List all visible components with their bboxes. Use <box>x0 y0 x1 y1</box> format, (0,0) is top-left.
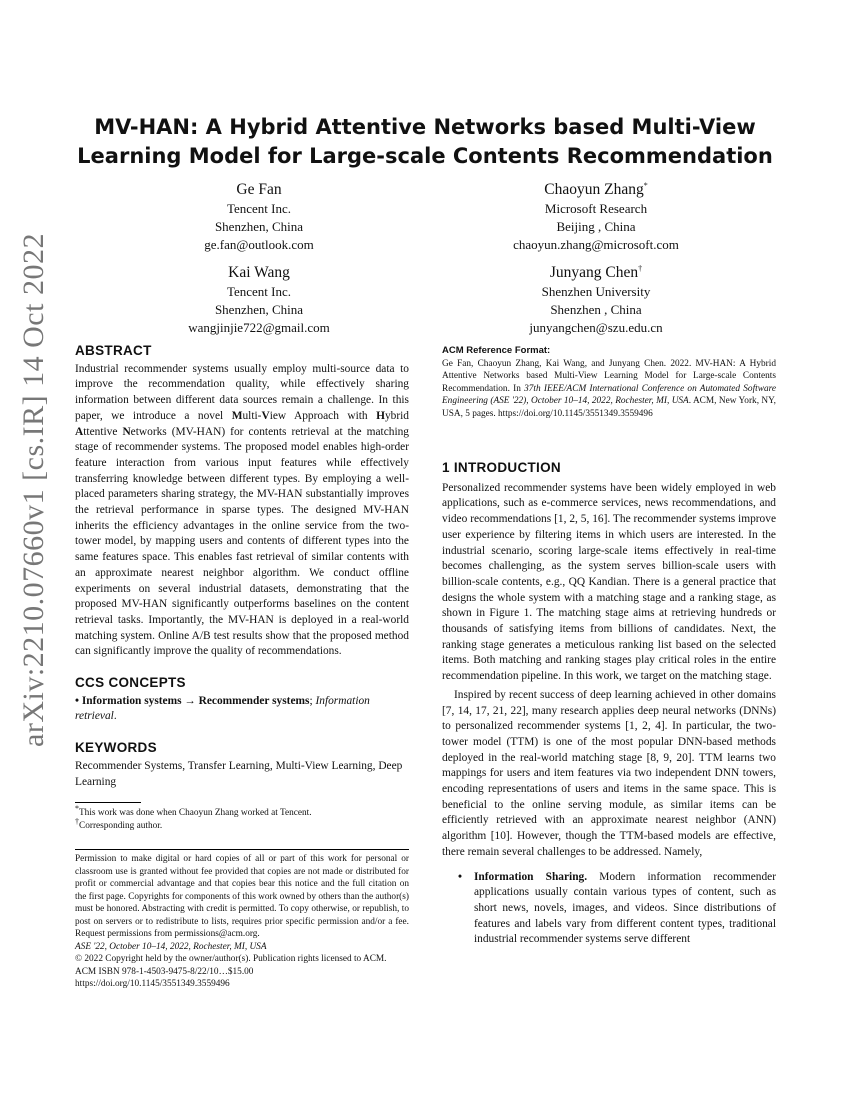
author-email: junyangchen@szu.edu.cn <box>529 320 663 335</box>
permission-text: Permission to make digital or hard copies of all or part of this work for personal or classroom use is granted without fee provided that copies are not made or distributed for profit or commercial advantage and that copies bear this notice and the full citation on the first page. Copyrights for components of this work owned by others than the author(s) must be honored. Abstracting with credit is permitted. To copy otherwise, or republish, to post on servers or to redistribute to lists, requires prior specific permission and/or a fee. Request permissions from permissions@acm.org. <box>75 854 409 940</box>
author-email: ge.fan@outlook.com <box>204 237 314 252</box>
ccs-heading: CCS CONCEPTS <box>75 675 186 691</box>
footnote-1: This work was done when Chaoyun Zhang worked at Tencent. <box>79 808 312 819</box>
intro-bullet-item: • Information Sharing. Modern information recommender applications usually contain various types of content, such as short news, novels, images, and videos. Since distributions of features and labels vary from different content types, traditional industrial recommender systems serve different <box>458 870 777 946</box>
permission-venue: ASE '22, October 10–14, 2022, Rochester, MI, USA <box>75 941 267 952</box>
author-name: Chaoyun Zhang <box>544 181 644 198</box>
permission-doi: https://doi.org/10.1145/3551349.3559496 <box>75 979 230 990</box>
abstract-heading: ABSTRACT <box>75 343 152 358</box>
intro-paragraph-1: Personalized recommender systems have been widely employed in web applications, such as e-commerce services, news recommendations, and video recommendations [1, 2, 5, 16]. The recommender systems improve user experience by filtering items in which users are interested. In the industrial scenario, scoring large-scale items effectively in real-time becomes challenging, as the system serves billion-scale users with billion-scale contents, e.g., QQ Kandian. There is a general practice that designs the whole system with a matching stage and a ranking stage, as shown in Figure 1. The matching stage aims at retrieving hundreds or thousands of satisfying items from billions of candidates. Next, the ranking stage generates a meticulous ranking list based on the selected items. Both matching and ranking stages play critical roles in the entire recommendation pipeline. In this work, we target on the matching stage. <box>442 481 776 683</box>
keywords-heading: KEYWORDS <box>75 740 157 756</box>
author-name: Ge Fan <box>236 181 282 198</box>
ccs-text: • Information systems → Recommender systems; Information retrieval. <box>75 694 370 723</box>
title-line-1: MV-HAN: A Hybrid Attentive Networks based Multi-View <box>94 115 756 139</box>
footnote-rule <box>75 802 141 803</box>
permission-copyright: © 2022 Copyright held by the owner/author(s). Publication rights licensed to ACM. <box>75 954 387 965</box>
reference-format <box>442 345 776 420</box>
left-column <box>75 343 409 991</box>
introduction-heading: 1 INTRODUCTION <box>442 460 561 475</box>
author-block <box>436 180 756 254</box>
author-location: Shenzhen , China <box>550 302 642 317</box>
paper-title <box>75 113 775 171</box>
permission-block <box>75 853 409 991</box>
reference-format-text: Ge Fan, Chaoyun Zhang, Kai Wang, and Junyang Chen. 2022. MV-HAN: A Hybrid Attentive Networks based Multi-View Learning Model for Large-scale Contents Recommendation. In 37th IEEE/ACM International Conference on Automated Software Engineering (ASE '22), October 10–14, 2022, Rochester, MI, USA. ACM, New York, NY, USA, 5 pages. https://doi.org/10.1145/3551349.3559496 <box>442 358 776 419</box>
author-name: Kai Wang <box>228 264 290 281</box>
footnote-2: Corresponding author. <box>79 820 163 831</box>
author-affiliation: Tencent Inc. <box>226 201 292 216</box>
author-mark: * <box>643 180 648 190</box>
permission-isbn: ACM ISBN 978-1-4503-9475-8/22/10…$15.00 <box>75 966 254 977</box>
abstract-text: Industrial recommender systems usually employ multi-source data to improve the recommendation quality, while effectively sharing information between different data sources remain a challenge. In this paper, we introduce a novel Multi-View Approach with Hybrid Attentive Networks (MV-HAN) for contents retrieval at the matching stage of recommender systems. The proposed model enables high-order feature interaction from various input features while effectively transferring knowledge between different types. By employing a well-placed parameters sharing strategy, the MV-HAN substantially improves the retrieval performance in sparse types. The designed MV-HAN inherits the efficiency advantages in the online service from the two-tower model, by mapping users and contents of different types into the same features space. This enables fast retrieval of similar contents with an approximate nearest neighbor algorithm. We conduct offline experiments on several industrial datasets, demonstrating that the proposed MV-HAN significantly outperforms baselines on the content retrieval tasks. Importantly, the MV-HAN is deployed in a real-world matching system. Online A/B test results show that the proposed method can significantly improve the quality of recommendations. <box>75 362 409 658</box>
arxiv-stamp-text: arXiv:2210.07660v1 [cs.IR] 14 Oct 2022 <box>17 233 50 747</box>
author-affiliation: Tencent Inc. <box>226 284 292 299</box>
reference-format-heading: ACM Reference Format: <box>442 345 551 356</box>
author-block <box>99 180 419 254</box>
author-location: Shenzhen, China <box>214 302 304 317</box>
arxiv-stamp <box>14 233 54 747</box>
author-block <box>99 263 419 337</box>
permission-rule <box>75 849 409 850</box>
author-location: Beijing , China <box>556 219 636 234</box>
author-name: Junyang Chen <box>549 264 639 281</box>
author-mark: † <box>638 263 643 273</box>
author-email: chaoyun.zhang@microsoft.com <box>513 237 679 252</box>
author-location: Shenzhen, China <box>214 219 304 234</box>
intro-paragraph-2: Inspired by recent success of deep learning achieved in other domains [7, 14, 17, 21, 22], many research applies deep neural networks (DNNs) to personalized recommender systems [1, 2, 4]. In particular, the two-tower model (TTM) is one of the most popular DNN-based methods deployed in the real-world matching stage [8, 9, 20]. TTM learns two mappings for users and item features via two independent DNN towers, encoding representations of users and items in the same space. This is beneficial to the online serving module, as similar items can be efficiently retrieved with an approximate nearest neighbor (ANN) algorithm [10]. However, though the TTM-based models are effective, there remain several challenges to be addressed. Namely, <box>442 688 776 858</box>
keywords-text: Recommender Systems, Transfer Learning, Multi-View Learning, Deep Learning <box>75 759 403 788</box>
author-block <box>436 263 756 337</box>
author-affiliation: Shenzhen University <box>541 284 651 299</box>
author-affiliation: Microsoft Research <box>544 201 648 216</box>
footnotes: *This work was done when Chaoyun Zhang worked at Tencent. †Corresponding author. <box>75 804 312 831</box>
author-email: wangjinjie722@gmail.com <box>188 320 330 335</box>
right-column <box>442 345 776 948</box>
title-line-2: Learning Model for Large-scale Contents Recommendation <box>77 144 773 168</box>
